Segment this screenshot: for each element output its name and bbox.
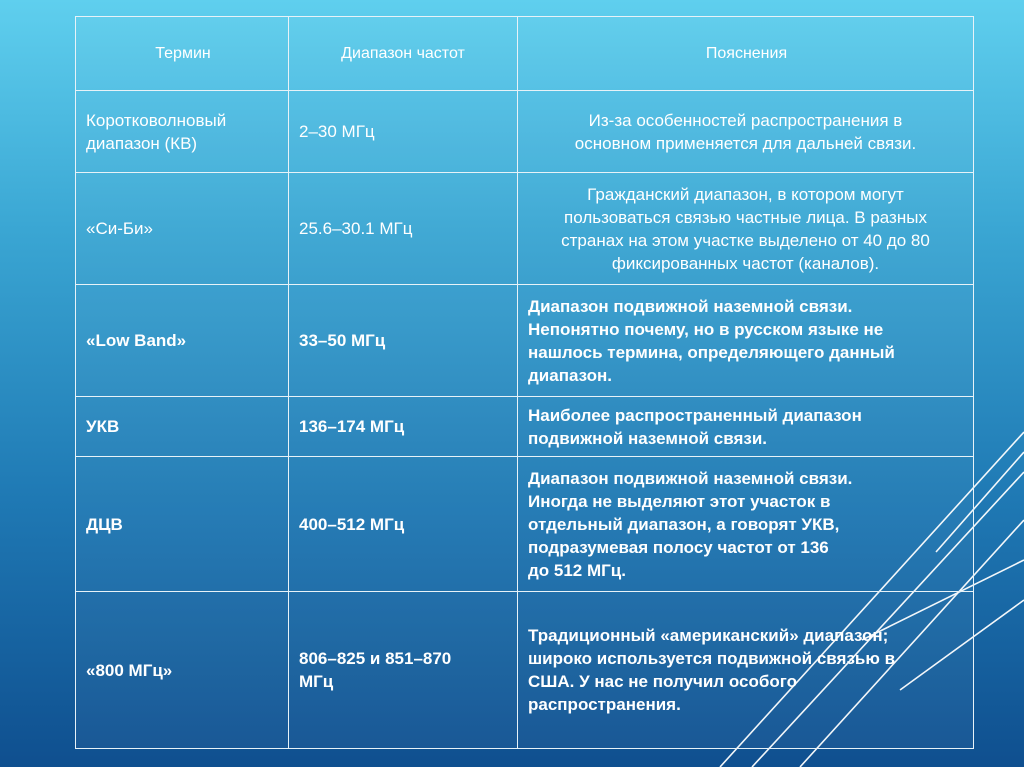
row-freq: 400–512 МГц	[289, 457, 518, 592]
row-freq: 25.6–30.1 МГц	[289, 173, 518, 285]
row-term: УКВ	[76, 397, 289, 457]
table-row	[76, 397, 974, 457]
table-row	[76, 173, 974, 285]
row-term: Коротковолновый диапазон (КВ)	[76, 91, 289, 173]
header-expl: Пояснения	[518, 17, 974, 91]
frequency-bands-table	[75, 16, 974, 749]
table-row	[76, 285, 974, 397]
table-row	[76, 457, 974, 592]
table-row	[76, 592, 974, 749]
row-expl: Традиционный «американский» диапазон; широко используется подвижной связью в США. У нас не получил особого распространения.	[518, 592, 974, 749]
table-row	[76, 91, 974, 173]
row-freq: 136–174 МГц	[289, 397, 518, 457]
row-freq: 2–30 МГц	[289, 91, 518, 173]
row-expl: Из-за особенностей распространения в основном применяется для дальней связи.	[518, 91, 974, 173]
row-term: «Си-Би»	[76, 173, 289, 285]
row-term: «800 МГц»	[76, 592, 289, 749]
row-term: «Low Band»	[76, 285, 289, 397]
row-expl: Наиболее распространенный диапазон подвижной наземной связи.	[518, 397, 974, 457]
table-header-row	[76, 17, 974, 91]
row-freq: 33–50 МГц	[289, 285, 518, 397]
row-expl: Диапазон подвижной наземной связи. Иногда не выделяют этот участок в отдельный диапазон, а говорят УКВ, подразумевая полосу частот от 136 до 512 МГц.	[518, 457, 974, 592]
header-freq: Диапазон частот	[289, 17, 518, 91]
row-term: ДЦВ	[76, 457, 289, 592]
row-freq: 806–825 и 851–870 МГц	[289, 592, 518, 749]
row-expl: Гражданский диапазон, в котором могут пользоваться связью частные лица. В разных странах на этом участке выделено от 40 до 80 фиксированных частот (каналов).	[518, 173, 974, 285]
header-term: Термин	[76, 17, 289, 91]
row-expl: Диапазон подвижной наземной связи. Непонятно почему, но в русском языке не нашлось термина, определяющего данный диапазон.	[518, 285, 974, 397]
